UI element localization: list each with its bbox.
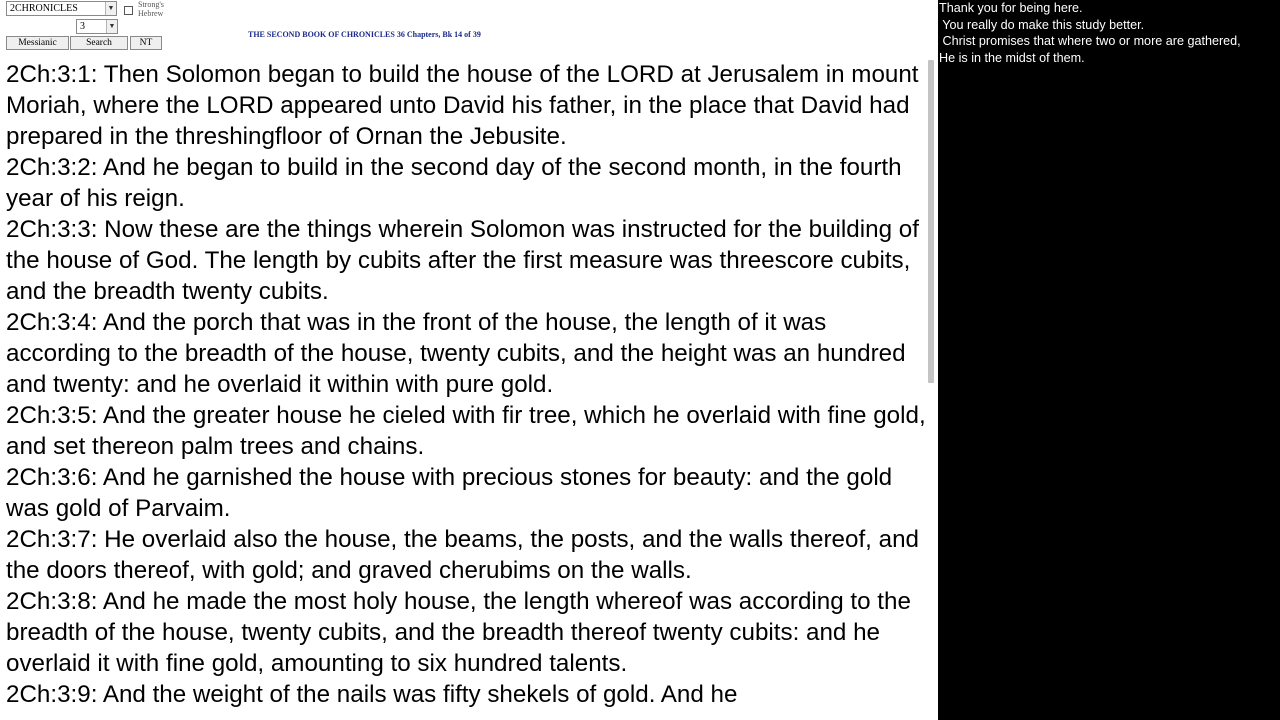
verse: 2Ch:3:1: Then Solomon began to build the house of the LORD at Jerusalem in mount Moriah, where the LORD appeared unto David his father, in the place that David had prepared in the threshingfloor of Ornan the Jebusite.: [6, 61, 919, 150]
thank-you-line: He is in the midst of them.: [939, 50, 1085, 65]
thank-you-line: Christ promises that where two or more are gathered,: [939, 34, 1241, 48]
verse: 2Ch:3:4: And the porch that was in the front of the house, the length of it was according to the breadth of the house, twenty cubits, and the height was an hundred and twenty: and he overlaid it within with pure gold.: [6, 309, 906, 398]
book-heading: THE SECOND BOOK OF CHRONICLES 36 Chapters, Bk 14 of 39: [248, 30, 481, 39]
verse: 2Ch:3:2: And he began to build in the second day of the second month, in the fourth year of his reign.: [6, 154, 902, 212]
verse: 2Ch:3:7: He overlaid also the house, the beams, the posts, and the walls thereof, and the doors thereof, with gold; and graved cherubims on the walls.: [6, 526, 919, 584]
book-select[interactable]: [6, 1, 117, 16]
verse: 2Ch:3:5: And the greater house he cieled with fir tree, which he overlaid with fine gold, and set thereon palm trees and chains.: [6, 402, 926, 460]
message-panel: [938, 0, 1280, 720]
verse: 2Ch:3:8: And he made the most holy house, the length whereof was according to the breadth of the house, twenty cubits, and the breadth thereof twenty cubits: and he overlaid it with fine gold, amounting to six hundred talents.: [6, 588, 911, 677]
chapter-select[interactable]: [76, 19, 118, 34]
chapter-select-value: 3: [80, 21, 85, 32]
search-button[interactable]: Search: [70, 36, 128, 50]
thank-you-line: You really do make this study better.: [939, 17, 1145, 32]
nt-button[interactable]: NT: [130, 36, 162, 50]
book-select-value: 2CHRONICLES: [10, 3, 78, 14]
thank-you-message: [939, 0, 1279, 66]
chevron-down-icon: ▼: [105, 2, 116, 15]
messianic-button[interactable]: Messianic: [6, 36, 69, 50]
verse-list: [6, 59, 928, 710]
verse: 2Ch:3:6: And he garnished the house with precious stones for beauty: and the gold was gold of Parvaim.: [6, 464, 893, 522]
vertical-scrollbar[interactable]: [928, 60, 934, 383]
strongs-hebrew-label: Strong's Hebrew: [138, 0, 164, 18]
chevron-down-icon: ▼: [106, 20, 117, 33]
thank-you-line: Thank you for being here.: [939, 1, 1083, 15]
verse: 2Ch:3:3: Now these are the things wherein Solomon was instructed for the building of the house of God. The length by cubits after the first measure was threescore cubits, and the breadth twenty cubits.: [6, 216, 919, 305]
strongs-hebrew-checkbox[interactable]: [124, 6, 133, 15]
verse: 2Ch:3:9: And the weight of the nails was fifty shekels of gold. And he: [6, 681, 738, 708]
